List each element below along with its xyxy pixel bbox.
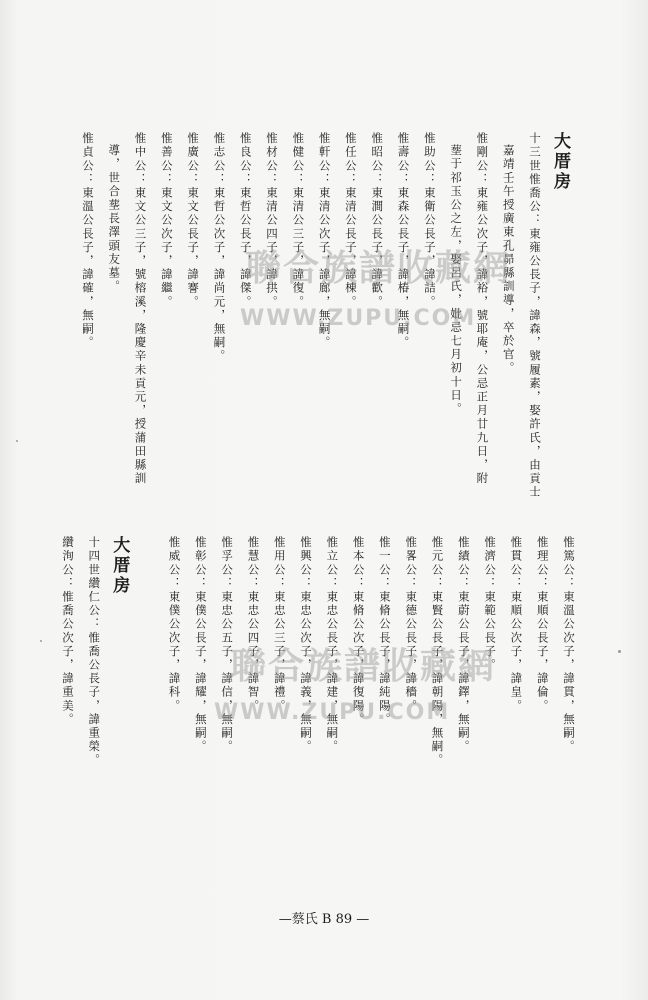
watermark-text: 聯合族譜收藏網	[230, 646, 497, 687]
text-column: 十三世惟喬公：東雍公長子，諱森，號履素，娶許氏，由貢士	[528, 132, 542, 500]
text-column: 惟任公：東清公長子，諱棟。	[343, 132, 358, 309]
page-footer: —蔡氏 B 89 —	[278, 912, 370, 927]
watermark-url: WWW.ZUPU.COM	[214, 700, 451, 725]
text-column: 塟于祁玉公之左，娶呂氏，妣忌七月初十日。	[449, 143, 464, 416]
text-column: 嘉靖壬午授廣東孔昴縣訓導，卒於官。	[501, 143, 516, 375]
text-column: 惟立公：東忠公長子，諱建，無嗣。	[325, 536, 340, 754]
text-column: 惟助公：東衛公長子，諱詰。	[422, 132, 437, 309]
text-column: 惟績公：東蔚公長子，諱鐸，無嗣。	[456, 536, 471, 754]
text-column: 十四世纘仁公：惟喬公長子，諱重榮。	[87, 536, 102, 768]
top-section-heading: 大厝房	[550, 132, 570, 192]
text-column: 惟良公：東哲公長子，諱傑。	[238, 132, 253, 309]
text-column: 惟壽公：東森公長子，諱椿，無嗣。	[396, 132, 411, 350]
text-column: 惟孚公：東忠公五子，諱信，無嗣。	[220, 536, 235, 754]
scan-speck	[618, 650, 621, 653]
text-column: 惟濟公：東範公長子。	[483, 536, 498, 672]
scan-speck	[40, 640, 42, 642]
text-column: 惟慧公：東忠公四子，諱智。	[246, 536, 261, 713]
text-column: 惟志公：東哲公次子，諱尚元，無嗣。	[212, 132, 227, 364]
text-column: 惟威公：東僕公次子，諱科。	[167, 536, 182, 713]
bottom-section-heading: 大厝房	[109, 536, 130, 596]
text-column: 惟軒公：東清公次子，諱廊，無嗣。	[317, 132, 332, 350]
text-column: 惟本公：東脩公次子，諱復陽。	[351, 536, 366, 727]
text-column: 惟畧公：東德公長子，諱穡。	[404, 536, 419, 713]
text-column: 惟善公：東文公次子，諱繼。	[159, 132, 174, 309]
text-column: 惟元公：東賢公長子，諱朝陽，無嗣。	[430, 536, 445, 768]
text-column: 惟中公：東文公三子，號榕溪，隆慶辛未貢元，授蒲田縣訓	[133, 132, 148, 486]
text-column: 惟興公：東忠公次子，諱義，無嗣。	[299, 536, 314, 754]
text-column: 惟廣公：東文公長子，諱謇。	[186, 132, 201, 309]
text-column: 導，世合塟長澤頭友墓。	[107, 143, 122, 294]
text-column: 惟剛公：東雍公次子，諱裕，號耶庵，公忌正月廿九日，附	[475, 132, 490, 486]
text-column: 惟篤公：東溫公次子，諱貫，無嗣。	[562, 536, 576, 754]
watermark-text: 聯合族譜收藏網	[245, 248, 512, 289]
scan-speck	[16, 440, 18, 442]
text-column: 惟健公：東清公三子，諱復。	[291, 132, 306, 309]
text-column: 惟用公：東忠公三子，諱禮。	[272, 536, 287, 713]
text-column: 惟材公：東清公四子，諱拱。	[265, 132, 280, 309]
text-column: 惟彰公：東僕公長子，諱耀，無嗣。	[193, 536, 208, 754]
text-column: 惟一公：東脩公長子，諱純陽。	[377, 536, 392, 727]
text-column: 惟貞公：東溫公長子，諱確，無嗣。	[80, 132, 95, 350]
watermark-url: WWW.ZUPU.COM	[240, 306, 477, 331]
text-column: 惟理公：東順公長子，諱倫。	[535, 536, 550, 713]
text-column: 惟貫公：東順公次子，諱皇。	[509, 536, 524, 713]
text-column: 惟昭公：東澗公長子，諱歡。	[370, 132, 385, 309]
text-column: 纘洵公：惟喬公次子，諱重美。	[60, 536, 75, 727]
